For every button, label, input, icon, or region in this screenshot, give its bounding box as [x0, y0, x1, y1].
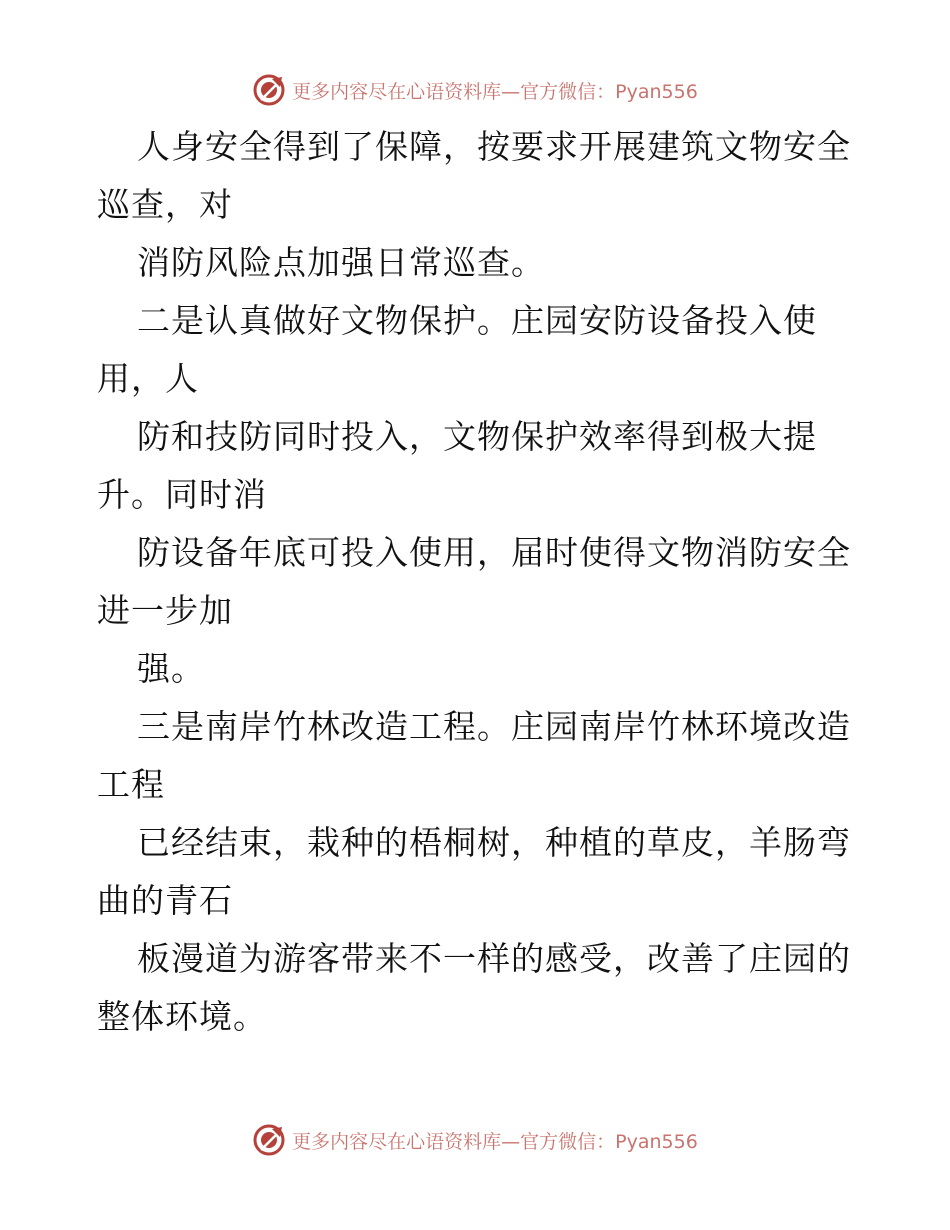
body-line: 升。同时消 — [97, 475, 267, 514]
header-site-name: 更多内容尽在心语资料库 — [292, 80, 502, 103]
body-line: 防设备年底可投入使用，届时使得文物消防安全 — [137, 533, 851, 572]
document-body — [97, 118, 857, 1046]
seal-logo-icon — [252, 73, 286, 107]
body-line: 整体环境。 — [97, 997, 267, 1036]
body-line: 强。 — [137, 649, 205, 688]
footer-banner — [0, 1120, 950, 1160]
body-line: 防和技防同时投入，文物保护效率得到极大提 — [137, 417, 817, 456]
seal-logo-icon — [252, 1123, 286, 1157]
body-line: 进一步加 — [97, 591, 233, 630]
body-line: 板漫道为游客带来不一样的感受，改善了庄园的 — [137, 939, 851, 978]
body-line: 工程 — [97, 765, 165, 804]
body-line: 三是南岸竹林改造工程。庄园南岸竹林环境改造 — [137, 707, 851, 746]
body-line: 已经结束，栽种的梧桐树，种植的草皮，羊肠弯 — [137, 823, 851, 862]
body-line: 消防风险点加强日常巡查。 — [137, 243, 545, 282]
footer-site-name: 更多内容尽在心语资料库 — [292, 1130, 502, 1153]
body-line: 二是认真做好文物保护。庄园安防设备投入使 — [137, 301, 817, 340]
body-line: 曲的青石 — [97, 881, 233, 920]
footer-wechat: —官方微信：Pyan556 — [501, 1130, 698, 1153]
body-line: 人身安全得到了保障，按要求开展建筑文物安全 — [137, 127, 851, 166]
header-wechat: —官方微信：Pyan556 — [501, 80, 698, 103]
body-line: 巡查，对 — [97, 185, 233, 224]
body-line: 用，人 — [97, 359, 199, 398]
header-banner — [0, 70, 950, 110]
